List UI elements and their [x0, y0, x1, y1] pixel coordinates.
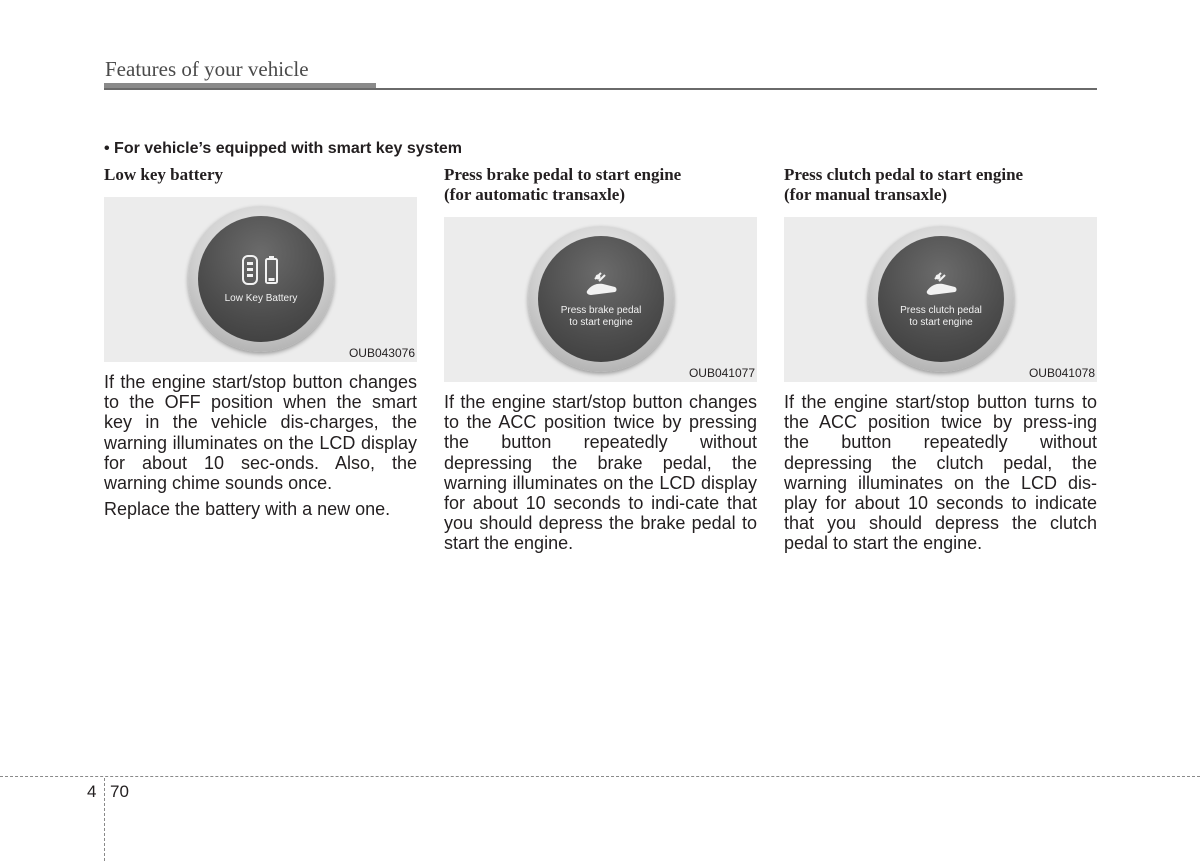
- paragraph: If the engine start/stop button changes to the OFF position when the smart key in the vehicle dis-charges, the warning illuminates on the LCD display for about 10 sec-onds. Also, the warning chime sounds once.: [104, 372, 417, 494]
- start-button-ring: [188, 206, 334, 352]
- chapter-number: 4: [87, 782, 97, 801]
- lcd-display: [198, 216, 324, 342]
- column-heading: Low key battery: [104, 165, 223, 184]
- foot-pedal-icon: [581, 269, 621, 299]
- figure-clutch-pedal: [784, 217, 1097, 382]
- header-rule: [104, 88, 1097, 90]
- figure-code: OUB041077: [688, 366, 755, 380]
- footer-divider: [104, 778, 105, 861]
- column-heading: Press clutch pedal to start engine (for manual transaxle): [784, 165, 1024, 204]
- column-low-key-battery: [104, 165, 417, 519]
- page-header-title: Features of your vehicle: [105, 57, 309, 81]
- footer-rule: [0, 776, 1200, 777]
- section-note: • For vehicle’s equipped with smart key system: [104, 140, 463, 157]
- smart-key-battery-icon: [237, 253, 285, 287]
- paragraph: If the engine start/stop button changes to the ACC position twice by pressing the button repeatedly without depressing the brake pedal, the warning illuminates on the LCD display for about 10 seconds to indi-cate that you should depress the brake pedal to start the engine.: [444, 392, 757, 554]
- lcd-display: [878, 236, 1004, 362]
- column-clutch-pedal: [784, 165, 1097, 554]
- lcd-display: [538, 236, 664, 362]
- paragraph: Replace the battery with a new one.: [104, 499, 391, 520]
- lcd-message: Press clutch pedal to start engine: [900, 305, 982, 328]
- column-brake-pedal: [444, 165, 757, 554]
- lcd-message: Press brake pedal to start engine: [560, 305, 642, 328]
- figure-low-key-battery: [104, 197, 417, 362]
- lcd-message: Low Key Battery: [224, 293, 298, 304]
- paragraph: If the engine start/stop button turns to the ACC position twice by press-ing the button repeatedly without depressing the clutch pedal, the warning illuminates on the LCD dis-play for about 10 seconds to indicate that you should depress the clutch pedal to start the engine.: [784, 392, 1097, 554]
- start-button-ring: [528, 226, 674, 372]
- start-button-ring: [868, 226, 1014, 372]
- figure-code: OUB043076: [348, 346, 415, 360]
- figure-brake-pedal: [444, 217, 757, 382]
- figure-code: OUB041078: [1028, 366, 1095, 380]
- column-heading: Press brake pedal to start engine (for automatic transaxle): [444, 165, 682, 204]
- foot-pedal-icon: [921, 269, 961, 299]
- page-number: 70: [110, 782, 129, 801]
